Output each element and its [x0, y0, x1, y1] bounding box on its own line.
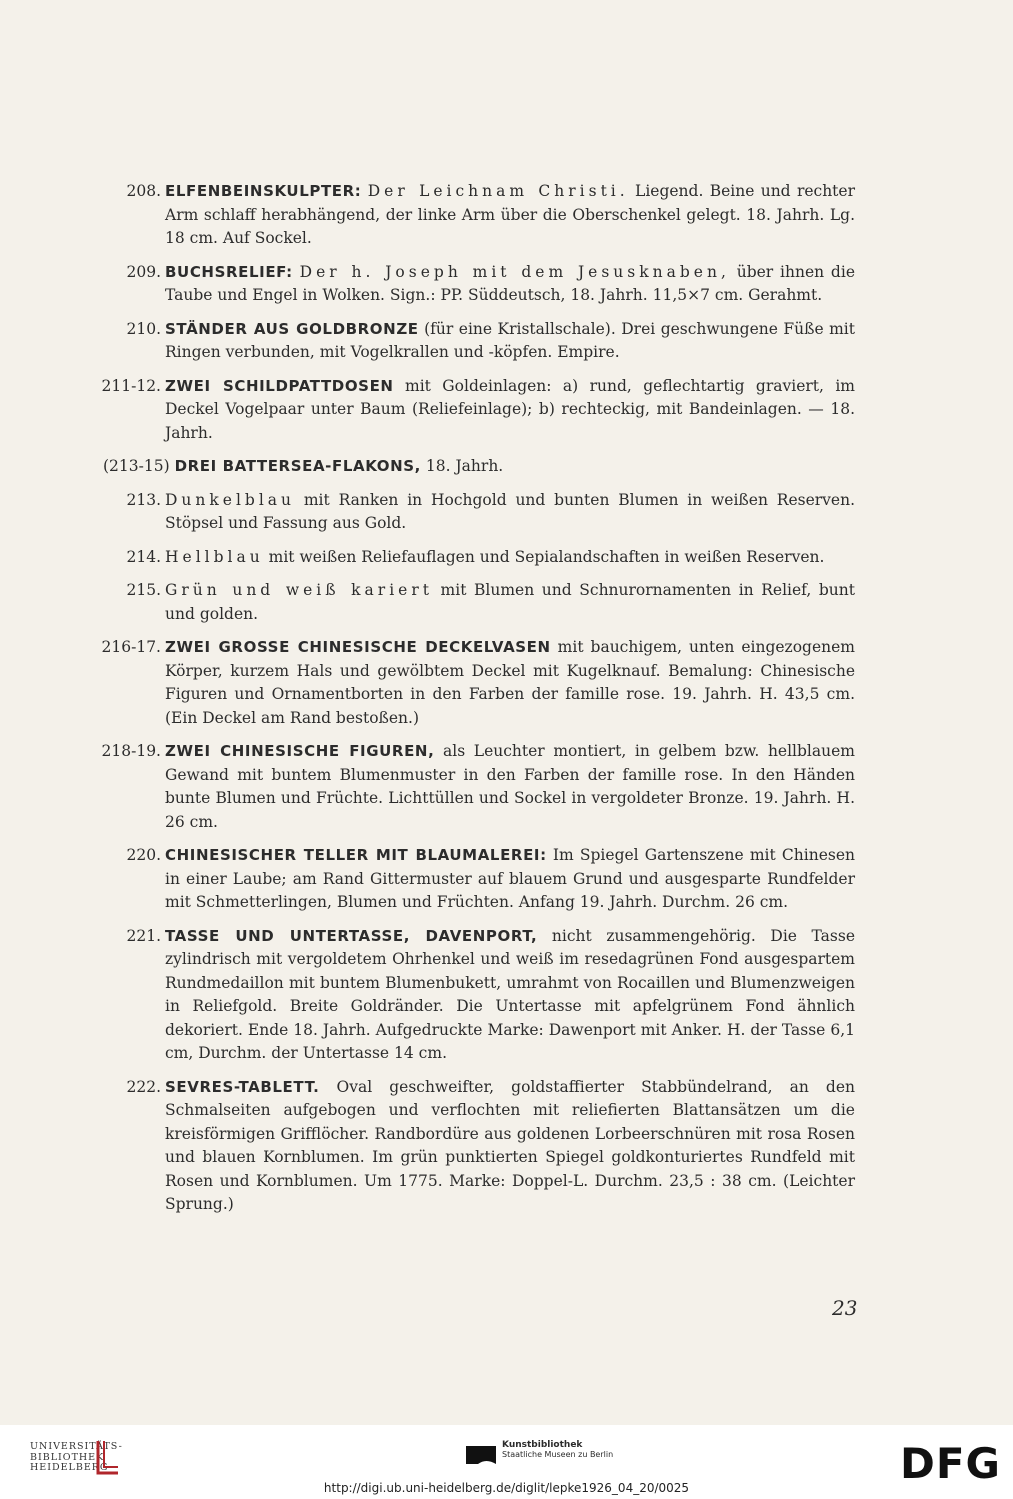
entry-heading: SEVRES-TABLETT.	[165, 1077, 320, 1096]
entry-heading: TASSE UND UNTERTASSE, DAVENPORT,	[165, 926, 538, 945]
group-number: (213-15)	[103, 457, 170, 475]
permalink-url[interactable]: http://digi.ub.uni-heidelberg.de/diglit/lepke1926_04_20/0025	[323, 1481, 690, 1495]
entry-number: 222.	[126, 1077, 161, 1096]
entry-heading: ZWEI CHINESISCHE FIGUREN,	[165, 742, 435, 760]
entry-text: mit Blumen und Schnurornamenten in Relief, bunt und golden.	[165, 581, 855, 623]
entry-heading: BUCHSRELIEF:	[165, 262, 293, 281]
entry-heading: STÄNDER AUS GOLDBRONZE	[165, 319, 419, 338]
catalog-entry-211-12	[101, 375, 855, 446]
heidelberg-mark-icon	[94, 1437, 122, 1477]
entry-title: Der Leichnam Christi.	[367, 182, 629, 200]
entry-heading: ZWEI GROSSE CHINESISCHE DECKELVASEN	[165, 638, 551, 656]
catalog-entries	[0, 180, 1013, 1227]
catalog-entry-208	[126, 180, 855, 251]
group-text: 18. Jahrh.	[420, 457, 504, 475]
entry-text: mit weißen Reliefauflagen und Sepialandschaften in weißen Reserven.	[263, 547, 825, 566]
entry-number: 221.	[126, 926, 161, 945]
kb-title: Kunstbibliothek	[502, 1440, 583, 1450]
kunstbibliothek-mark-icon	[466, 1440, 496, 1470]
catalog-group-213-15	[103, 455, 1013, 479]
catalog-entry-213	[126, 489, 855, 536]
catalog-entry-210	[126, 318, 855, 365]
entry-text: Im Spiegel Gartenszene mit Chinesen in einer Laube; am Rand Gittermuster auf blauem Grund und ausgesparte Rundfelder mit Schmetterlingen, Blumen und Früchten. Anfang 19. Jahrh. Durchm. 26 cm.	[165, 846, 855, 911]
catalog-entry-215	[126, 579, 855, 626]
entry-text: Liegend. Beine und rechter Arm schlaff herabhängend, der linke Arm über die Oberschenkel gelegt. 18. Jahrh. Lg. 18 cm. Auf Sockel.	[165, 182, 855, 247]
page-number: 23	[832, 1296, 858, 1320]
entry-number: 220.	[126, 846, 161, 864]
catalog-entry-221	[126, 925, 855, 1066]
entry-text: über ihnen die Taube und Engel in Wolken. Sign.: PP. Süddeutsch, 18. Jahrh. 11,5×7 cm. Gerahmt.	[165, 262, 855, 304]
entry-number: 209.	[126, 262, 161, 281]
entry-heading: CHINESISCHER TELLER MIT BLAUMALEREI:	[165, 846, 547, 864]
entry-text: mit Ranken in Hochgold und bunten Blumen in weißen Reserven. Stöpsel und Fassung aus Gold.	[165, 490, 855, 532]
catalog-entry-216-17	[101, 636, 855, 730]
kb-subtitle: Staatliche Museen zu Berlin	[502, 1450, 614, 1459]
entry-text: mit bauchigem, unten eingezogenem Körper, kurzem Hals und gewölbtem Deckel mit Kugelknauf. Bemalung: Chinesische Figuren und Ornamentborten in den Farben der famille rose. 19. Jahrh. H. 43,5 cm. (Ein Deckel am Rand bestoßen.)	[165, 638, 855, 727]
entry-number: 215.	[126, 581, 161, 599]
catalog-entry-214	[126, 546, 855, 570]
entry-text: nicht zusammengehörig. Die Tasse zylindrisch mit vergoldetem Ohrhenkel und weiß im resedagrünen Fond ausgespartem Rundmedaillon mit buntem Blumenbukett, umrahmt von Rocaillen und Blumenzweigen in Reliefgold. Breite Goldränder. Die Untertasse mit apfelgrünem Fond ähnlich dekoriert. Ende 18. Jahrh. Aufgedruckte Marke: Dawenport mit Anker. H. der Tasse 6,1 cm, Durchm. der Untertasse 14 cm.	[165, 926, 855, 1062]
entry-number: 218-19.	[101, 742, 161, 760]
entry-title: Der h. Joseph mit dem Jesusknaben,	[299, 262, 730, 281]
entry-text: als Leuchter montiert, in gelbem bzw. hellblauem Gewand mit buntem Blumenmuster in den Farben der famille rose. In den Händen bunte Blumen und Früchte. Lichttüllen und Sockel in vergoldeter Bronze. 19. Jahrh. H. 26 cm.	[165, 742, 855, 831]
entry-number: 211-12.	[101, 376, 161, 395]
digitization-footer	[0, 1425, 1013, 1499]
catalog-entry-218-19	[101, 740, 855, 834]
entry-text: (für eine Kristallschale). Drei geschwungene Füße mit Ringen verbunden, mit Vogelkrallen und -köpfen. Empire.	[165, 319, 855, 361]
logo-line: HEIDELBERG	[30, 1462, 109, 1473]
logo-line: BIBLIOTHEK	[30, 1451, 105, 1463]
entry-title: Dunkelblau	[165, 490, 296, 509]
group-heading: DREI BATTERSEA-FLAKONS,	[174, 457, 421, 475]
catalog-entry-220	[126, 844, 855, 915]
entry-heading: ZWEI SCHILDPATTDOSEN	[165, 376, 394, 395]
entry-number: 208.	[126, 182, 161, 200]
entry-title: Grün und weiß kariert	[165, 581, 433, 599]
entry-number: 210.	[126, 319, 161, 338]
entry-text: Oval geschweifter, goldstaffierter Stabbündelrand, an den Schmalseiten aufgebogen und verflochten mit reliefierten Blattansätzen um die kreisförmigen Grifflöcher. Randbordüre aus goldenen Lorbeerschnüren mit rosa Rosen und blauen Kornblumen. Im grün punktierten Spiegel goldkonturiertes Rundfeld mit Rosen und Kornblumen. Um 1775. Marke: Doppel-L. Durchm. 23,5 : 38 cm. (Leichter Sprung.)	[165, 1077, 855, 1213]
catalog-entry-209	[126, 261, 855, 308]
entry-text: mit Goldeinlagen: a) rund, geflechtartig graviert, im Deckel Vogelpaar unter Baum (Reliefeinlage); b) rechteckig, mit Bandeinlagen. — 18. Jahrh.	[165, 376, 855, 442]
entry-number: 214.	[126, 547, 161, 566]
entry-heading: ELFENBEINSKULPTER:	[165, 182, 362, 200]
entry-title: Hellblau	[165, 547, 264, 566]
catalog-entry-222	[126, 1076, 855, 1217]
entry-number: 213.	[126, 490, 161, 509]
dfg-logo[interactable]: DFG	[900, 1439, 1002, 1488]
entry-number: 216-17.	[101, 638, 161, 656]
logo-line: UNIVERSITÄTS-	[30, 1441, 123, 1452]
